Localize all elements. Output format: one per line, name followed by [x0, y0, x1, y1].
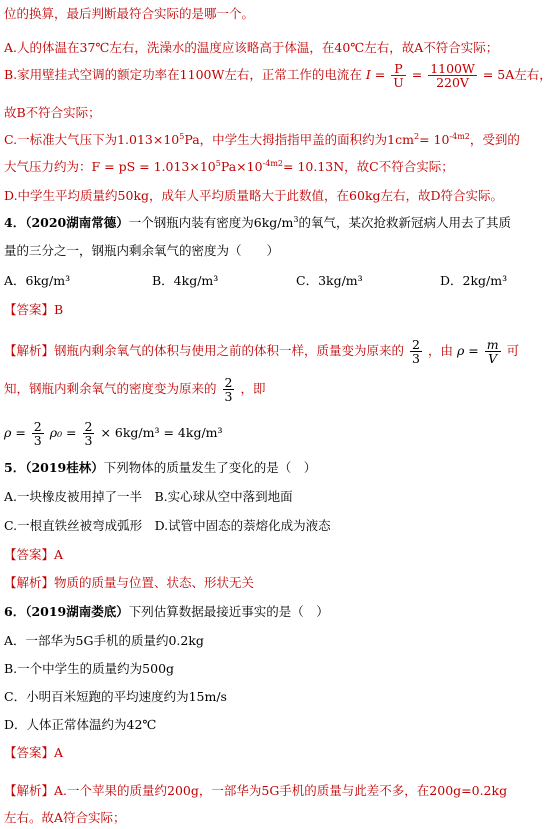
fraction-denominator: U — [393, 75, 404, 90]
fraction-denominator: 3 — [33, 433, 42, 448]
question-4-option-d: D．2kg/m³ — [440, 273, 508, 288]
equals-sign: = — [411, 67, 423, 82]
analysis-4-equation — [4, 420, 223, 447]
fraction-two-thirds — [223, 376, 235, 403]
question-6-option-d: D．人体正常体温约为42℃ — [4, 717, 157, 732]
question-4-line-2: 量的三分之一，钢瓶内剩余氧气的密度为（ ） — [4, 243, 280, 258]
fraction-1100w-over-220v — [428, 62, 477, 89]
fraction-denominator: V — [488, 351, 498, 366]
text-span: 【解析】钢瓶内剩余氧气的体积与使用之前的体积一样，质量变为原来的 — [4, 343, 405, 358]
analysis-4-line-2 — [4, 376, 265, 403]
fraction-numerator: 2 — [224, 375, 233, 390]
question-4-option-c: C．3kg/m³ — [296, 273, 363, 288]
text-span: ，由 — [427, 343, 453, 358]
formula-rho-zero: ρ₀ = — [49, 425, 77, 440]
question-5-options-ab: A.一块橡皮被用掉了一半 B.实心球从空中落到地面 — [4, 489, 293, 504]
text-span: Pa，中学生大拇指指甲盖的面积约为1cm — [184, 132, 414, 147]
question-text: 的氧气，某次抢救新冠病人用去了其质 — [298, 215, 511, 230]
text-span: C.一标准大气压下为1.013×10 — [4, 132, 180, 147]
text-span: B.家用壁挂式空调的额定功率在1100W左右，正常工作的电流在 — [4, 67, 362, 82]
question-6-option-b: B.一个中学生的质量约为500g — [4, 661, 175, 676]
question-6-option-c: C．小明百米短跑的平均速度约为15m/s — [4, 689, 227, 704]
fraction-numerator: m — [486, 337, 499, 352]
analysis-6: 【解析】A.一个苹果的质量约200g，一部华为5G手机的质量与此差不多，在200g=0.2kg — [4, 783, 508, 798]
fraction-two-thirds — [410, 338, 422, 365]
question-6-option-a: A．一部华为5G手机的质量约0.2kg — [4, 633, 204, 648]
text-span: = 10 — [419, 132, 450, 147]
question-text: 下列估算数据最接近事实的是（ ） — [128, 604, 329, 619]
exponent: 5 — [179, 132, 185, 141]
text-span: = 5A左右， — [482, 67, 552, 82]
fraction-denominator: 3 — [84, 433, 93, 448]
exponent: -4m2 — [449, 132, 470, 141]
analysis-4 — [4, 338, 519, 365]
exponent: 5 — [215, 159, 221, 168]
question-number: 6．（2019湖南娄底） — [4, 604, 129, 619]
analysis-option-c-2 — [4, 157, 454, 175]
formula-rho: ρ = — [4, 425, 26, 440]
answer-6: 【答案】A — [4, 745, 64, 760]
question-number: 4．（2020湖南常德） — [4, 215, 129, 230]
question-5 — [4, 458, 316, 476]
analysis-option-a: A.人的体温在37℃左右，洗澡水的温度应该略高于体温，在40℃左右，故A不符合实际； — [4, 40, 499, 55]
question-5-options-cd: C.一根直铁丝被弯成弧形 D.试管中固态的萘熔化成为液态 — [4, 518, 331, 533]
fraction-p-over-u — [391, 62, 406, 89]
question-4 — [4, 213, 511, 231]
answer-5: 【答案】A — [4, 547, 64, 562]
analysis-option-b-end: 故B不符合实际； — [4, 105, 101, 120]
text-span: × 6kg/m³ = 4kg/m³ — [100, 425, 223, 440]
text-span: Pa×10 — [220, 159, 263, 174]
question-text: 一个钢瓶内装有密度为6kg/m — [128, 215, 294, 230]
fraction-numerator: 2 — [84, 419, 93, 434]
question-number: 5．（2019桂林） — [4, 460, 104, 475]
fraction-two-thirds — [32, 420, 44, 447]
text-span: ，即 — [240, 381, 266, 396]
fraction-numerator: 1100W — [430, 61, 475, 76]
fraction-numerator: P — [391, 62, 406, 76]
fraction-numerator: 2 — [33, 419, 42, 434]
exponent: 2 — [413, 132, 420, 141]
question-4-option-b: B．4kg/m³ — [152, 273, 219, 288]
fraction-two-thirds — [83, 420, 95, 447]
analysis-6-line-2: 左右。故A符合实际； — [4, 810, 126, 825]
exponent: 3 — [293, 215, 299, 224]
analysis-line-1: 位的换算，最后判断最符合实际的是哪一个。 — [4, 6, 255, 21]
text-span: 大气压力约为：F = pS = 1.013×10 — [4, 159, 216, 174]
question-6 — [4, 602, 329, 620]
fraction-denominator: 220V — [436, 75, 469, 90]
text-span: 知，钢瓶内剩余氧气的密度变为原来的 — [4, 381, 217, 396]
fraction-numerator: 2 — [412, 337, 420, 352]
text-span: ，受到的 — [469, 132, 520, 147]
analysis-option-c — [4, 130, 520, 148]
analysis-option-d: D.中学生平均质量约50kg，成年人平均质量略大于此数值，在60kg左右，故D符合实际。 — [4, 188, 504, 203]
analysis-option-b — [4, 62, 552, 89]
fraction-denominator: 3 — [412, 351, 420, 366]
analysis-5: 【解析】物质的质量与位置、状态、形状无关 — [4, 575, 255, 590]
text-span: = 10.13N，故C不符合实际； — [283, 159, 454, 174]
formula-rho: ρ = — [456, 343, 479, 358]
formula-i: I = — [365, 67, 386, 82]
answer-4: 【答案】B — [4, 302, 64, 317]
exponent: -4m2 — [262, 159, 283, 168]
question-text: 下列物体的质量发生了变化的是（ ） — [103, 460, 317, 475]
fraction-m-over-v — [485, 338, 501, 365]
fraction-denominator: 3 — [224, 389, 233, 404]
text-span: 可 — [506, 343, 520, 358]
question-4-option-a: A．6kg/m³ — [4, 273, 71, 288]
